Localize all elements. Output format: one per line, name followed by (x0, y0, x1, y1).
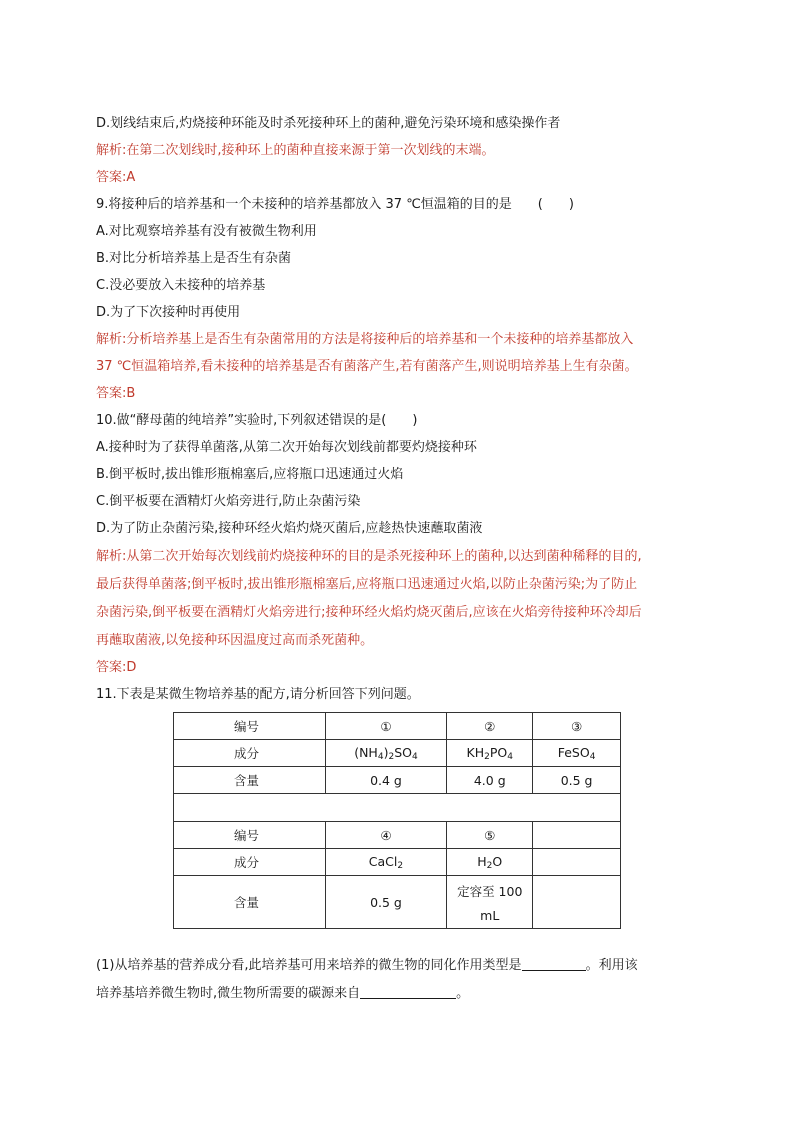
table-cell: 0.5 g (325, 876, 447, 929)
formula-part: (NH (354, 744, 378, 760)
analysis-q10-line3: 杂菌污染,倒平板要在酒精灯火焰旁进行;接种环经火焰灼烧灭菌后,应该在火焰旁待接种环冷却后 (96, 605, 642, 620)
option-c-q9: C.没必要放入未接种的培养基 (96, 278, 266, 293)
option-d-q9: D.为了下次接种时再使用 (96, 305, 241, 320)
table-header-number: 编号 (174, 822, 326, 849)
table-row (174, 876, 621, 929)
table-cell: ① (325, 713, 447, 740)
option-d-q8: D.划线结束后,灼烧接种环能及时杀死接种环上的菌种,避免污染环境和感染操作者 (96, 116, 561, 131)
table-cell (533, 849, 621, 876)
table-row (174, 767, 621, 794)
table-row-label: 含量 (174, 876, 326, 929)
table-row-label: 含量 (174, 767, 326, 794)
formula-sub: 2 (388, 751, 395, 762)
table-cell: ⑤ (447, 822, 533, 849)
table-cell (447, 849, 533, 876)
table-row (174, 794, 621, 822)
formula-part: PO (489, 744, 508, 760)
table-row (174, 713, 621, 740)
analysis-q8: 解析:在第二次划线时,接种环上的菌种直接来源于第一次划线的末端。 (96, 143, 495, 158)
table-cell (533, 876, 621, 929)
formula-part: SO (394, 744, 412, 760)
text-segment: 。利用该 (585, 958, 638, 973)
analysis-q10-line2: 最后获得单菌落;倒平板时,拔出锥形瓶棉塞后,应将瓶口迅速通过火焰,以防止杂菌污染;为了防止 (96, 577, 638, 592)
table-cell (533, 740, 621, 767)
formula-part: KH (466, 744, 485, 760)
formula-sub: 4 (411, 751, 418, 762)
analysis-q9-line2: 37 ℃恒温箱培养,看未接种的培养基是否有菌落产生,若有菌落产生,则说明培养基上生有杂菌。 (96, 359, 638, 374)
option-c-q10: C.倒平板要在酒精灯火焰旁进行,防止杂菌污染 (96, 494, 361, 509)
medium-recipe-table (173, 712, 621, 929)
cell-line: mL (480, 907, 500, 923)
cell-line: 定容至 100 (457, 883, 523, 899)
analysis-q9-line1: 解析:分析培养基上是否生有杂菌常用的方法是将接种后的培养基和一个未接种的培养基都放入 (96, 332, 634, 347)
question-10: 10.做“酵母菌的纯培养”实验时,下列叙述错误的是( ) (96, 413, 418, 428)
answer-blank-1[interactable] (522, 956, 586, 971)
table-cell (325, 740, 447, 767)
formula-sub: 4 (377, 751, 384, 762)
table-cell (533, 822, 621, 849)
answer-q8: 答案:A (96, 170, 136, 185)
text-segment: 。 (456, 986, 470, 1001)
table-cell: ④ (325, 822, 447, 849)
option-b-q9: B.对比分析培养基上是否生有杂菌 (96, 251, 292, 266)
table-row-label: 成分 (174, 849, 326, 876)
table-cell (325, 849, 447, 876)
table-cell (447, 876, 533, 929)
formula-part: H (477, 853, 487, 869)
formula-part: FeSO (557, 744, 590, 760)
table-cell (447, 740, 533, 767)
table-row-label: 成分 (174, 740, 326, 767)
formula-sub: 2 (397, 860, 404, 871)
formula-part: O (492, 853, 503, 869)
table-cell: 4.0 g (447, 767, 533, 794)
table-row (174, 822, 621, 849)
option-b-q10: B.倒平板时,拔出锥形瓶棉塞后,应将瓶口迅速通过火焰 (96, 467, 404, 482)
text-segment: (1)从培养基的营养成分看,此培养基可用来培养的微生物的同化作用类型是 (96, 958, 522, 973)
formula-part: ) (383, 744, 389, 760)
option-d-q10: D.为了防止杂菌污染,接种环经火焰灼烧灭菌后,应趁热快速蘸取菌液 (96, 521, 483, 536)
table-cell: ③ (533, 713, 621, 740)
option-a-q9: A.对比观察培养基有没有被微生物利用 (96, 224, 317, 239)
answer-blank-2[interactable] (360, 984, 456, 999)
table-cell: ② (447, 713, 533, 740)
table-row (174, 740, 621, 767)
analysis-q10-line1: 解析:从第二次开始每次划线前灼烧接种环的目的是杀死接种环上的菌种,以达到菌种稀释的目的, (96, 549, 642, 564)
question-11-part1-line1 (96, 956, 638, 976)
formula-sub: 2 (486, 860, 493, 871)
table-cell: 0.4 g (325, 767, 447, 794)
formula-part: CaCl (368, 853, 398, 869)
formula-sub: 4 (589, 751, 596, 762)
question-11-part1-line2 (96, 984, 469, 1004)
question-9: 9.将接种后的培养基和一个未接种的培养基都放入 37 ℃恒温箱的目的是 ( ) (96, 197, 574, 212)
text-segment: 培养基培养微生物时,微生物所需要的碳源来自 (96, 986, 361, 1001)
answer-q10: 答案:D (96, 660, 137, 675)
table-spacer-cell (174, 794, 621, 822)
analysis-q10-line4: 再蘸取菌液,以免接种环因温度过高而杀死菌种。 (96, 633, 374, 648)
table-row (174, 849, 621, 876)
option-a-q10: A.接种时为了获得单菌落,从第二次开始每次划线前都要灼烧接种环 (96, 440, 477, 455)
formula-sub: 4 (507, 751, 513, 762)
table-header-number: 编号 (174, 713, 326, 740)
answer-q9: 答案:B (96, 386, 136, 401)
question-11: 11.下表是某微生物培养基的配方,请分析回答下列问题。 (96, 687, 420, 702)
formula-sub: 2 (484, 751, 490, 762)
table-cell: 0.5 g (533, 767, 621, 794)
